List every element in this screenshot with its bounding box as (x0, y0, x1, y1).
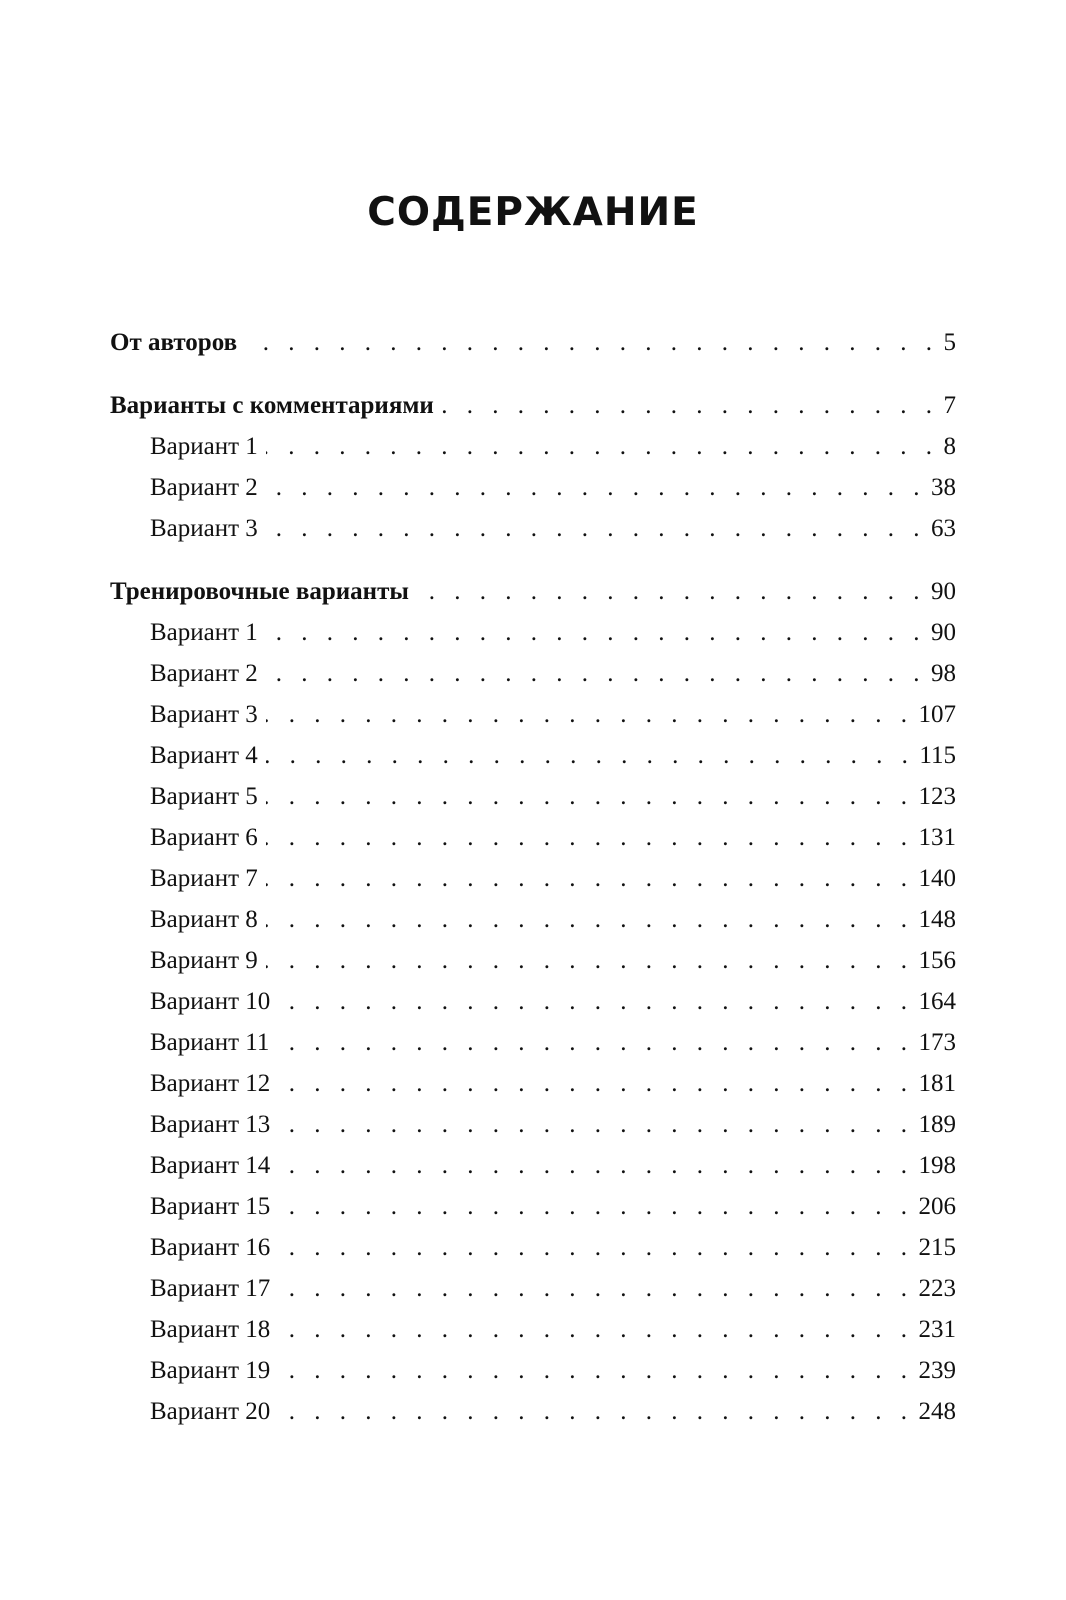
toc-entry[interactable] (110, 612, 956, 653)
toc-section-authors (110, 322, 956, 363)
toc-entry-label: Вариант 17 (150, 1275, 271, 1302)
toc-entry-label: Вариант 19 (150, 1357, 271, 1384)
toc-heading-label: Тренировочные варианты (110, 578, 409, 605)
toc-page-number: 140 (918, 865, 956, 892)
toc-entry-label: Вариант 11 (150, 1029, 270, 1056)
dot-leader (266, 817, 917, 858)
toc-page-number: 181 (918, 1070, 956, 1097)
toc-entry[interactable] (110, 1186, 956, 1227)
toc-entry-label: Вариант 16 (150, 1234, 271, 1261)
toc-entry[interactable] (110, 1104, 956, 1145)
toc-entry-label: Вариант 20 (150, 1398, 271, 1425)
toc-entry-label: Вариант 7 (150, 865, 258, 892)
dot-leader (278, 1227, 916, 1268)
toc-page-number: 90 (931, 619, 956, 646)
toc-page-number: 231 (918, 1316, 956, 1343)
dot-leader (245, 322, 941, 363)
toc-entry[interactable] (110, 981, 956, 1022)
dot-leader (278, 981, 916, 1022)
toc-page-number: 131 (918, 824, 956, 851)
dot-leader (278, 1309, 916, 1350)
page-title: СОДЕРЖАНИЕ (367, 190, 699, 236)
toc-entry[interactable] (110, 1309, 956, 1350)
dot-leader (278, 1186, 916, 1227)
toc-page-number: 189 (918, 1111, 956, 1138)
toc-page-number: 98 (931, 660, 956, 687)
toc-entry-label: Вариант 10 (150, 988, 271, 1015)
toc-entry-label: Вариант 9 (150, 947, 258, 974)
dot-leader (266, 426, 942, 467)
toc-heading-label: Варианты с комментариями (110, 392, 434, 419)
toc-heading-row[interactable] (110, 322, 956, 363)
dot-leader (266, 776, 917, 817)
toc-page-number: 248 (918, 1398, 956, 1425)
dot-leader (266, 653, 929, 694)
dot-leader (278, 1145, 916, 1186)
toc-entry[interactable] (110, 1145, 956, 1186)
toc-entry-label: Вариант 12 (150, 1070, 271, 1097)
toc-section-training-variants (110, 571, 956, 1432)
toc-page-number: 5 (943, 329, 956, 356)
toc-section-commented-variants (110, 385, 956, 549)
toc-entry[interactable] (110, 508, 956, 549)
toc-entry-label: Вариант 2 (150, 474, 258, 501)
dot-leader (278, 1391, 916, 1432)
dot-leader (442, 385, 942, 426)
toc-entry[interactable] (110, 467, 956, 508)
toc-page-number: 90 (931, 578, 956, 605)
toc-entry[interactable] (110, 653, 956, 694)
toc-sublist (110, 426, 956, 549)
toc-entry-label: Вариант 1 (150, 433, 258, 460)
toc-entry[interactable] (110, 1022, 956, 1063)
toc-entry[interactable] (110, 858, 956, 899)
dot-leader (266, 735, 918, 776)
toc-page-number: 156 (918, 947, 956, 974)
toc-heading-row[interactable] (110, 385, 956, 426)
toc-page-number: 63 (931, 515, 956, 542)
toc-entry[interactable] (110, 426, 956, 467)
table-of-contents (110, 322, 956, 1454)
toc-entry[interactable] (110, 899, 956, 940)
toc-entry[interactable] (110, 1350, 956, 1391)
toc-entry-label: Вариант 18 (150, 1316, 271, 1343)
toc-page-number: 115 (919, 742, 956, 769)
toc-page-number: 173 (918, 1029, 956, 1056)
toc-page-number: 239 (918, 1357, 956, 1384)
toc-entry[interactable] (110, 940, 956, 981)
toc-entry-label: Вариант 5 (150, 783, 258, 810)
dot-leader (278, 1350, 916, 1391)
toc-page-number: 107 (918, 701, 956, 728)
toc-entry[interactable] (110, 694, 956, 735)
dot-leader (277, 1022, 916, 1063)
toc-entry-label: Вариант 2 (150, 660, 258, 687)
toc-page-number: 164 (918, 988, 956, 1015)
toc-page-number: 8 (943, 433, 956, 460)
toc-entry[interactable] (110, 776, 956, 817)
dot-leader (266, 694, 917, 735)
dot-leader (266, 467, 929, 508)
toc-entry-label: Вариант 4 (150, 742, 258, 769)
dot-leader (417, 571, 929, 612)
dot-leader (266, 940, 917, 981)
toc-heading-label: От авторов (110, 329, 238, 356)
toc-entry-label: Вариант 13 (150, 1111, 271, 1138)
toc-page-number: 198 (918, 1152, 956, 1179)
toc-entry-label: Вариант 3 (150, 515, 258, 542)
dot-leader (278, 1063, 916, 1104)
toc-entry[interactable] (110, 817, 956, 858)
toc-entry[interactable] (110, 1268, 956, 1309)
dot-leader (266, 508, 929, 549)
dot-leader (266, 612, 929, 653)
dot-leader (278, 1104, 916, 1145)
toc-page-number: 38 (931, 474, 956, 501)
toc-entry[interactable] (110, 1063, 956, 1104)
toc-page-number: 215 (918, 1234, 956, 1261)
toc-entry-label: Вариант 6 (150, 824, 258, 851)
toc-entry-label: Вариант 3 (150, 701, 258, 728)
toc-entry-label: Вариант 15 (150, 1193, 271, 1220)
toc-page-number: 223 (918, 1275, 956, 1302)
toc-entry-label: Вариант 14 (150, 1152, 271, 1179)
toc-page-number: 206 (918, 1193, 956, 1220)
toc-page-number: 7 (943, 392, 956, 419)
dot-leader (266, 858, 917, 899)
toc-sublist (110, 612, 956, 1432)
toc-entry-label: Вариант 8 (150, 906, 258, 933)
dot-leader (266, 899, 917, 940)
toc-entry-label: Вариант 1 (150, 619, 258, 646)
dot-leader (278, 1268, 916, 1309)
toc-heading-row[interactable] (110, 571, 956, 612)
toc-page-number: 148 (918, 906, 956, 933)
toc-entry[interactable] (110, 735, 956, 776)
toc-entry[interactable] (110, 1391, 956, 1432)
toc-entry[interactable] (110, 1227, 956, 1268)
toc-page-number: 123 (918, 783, 956, 810)
